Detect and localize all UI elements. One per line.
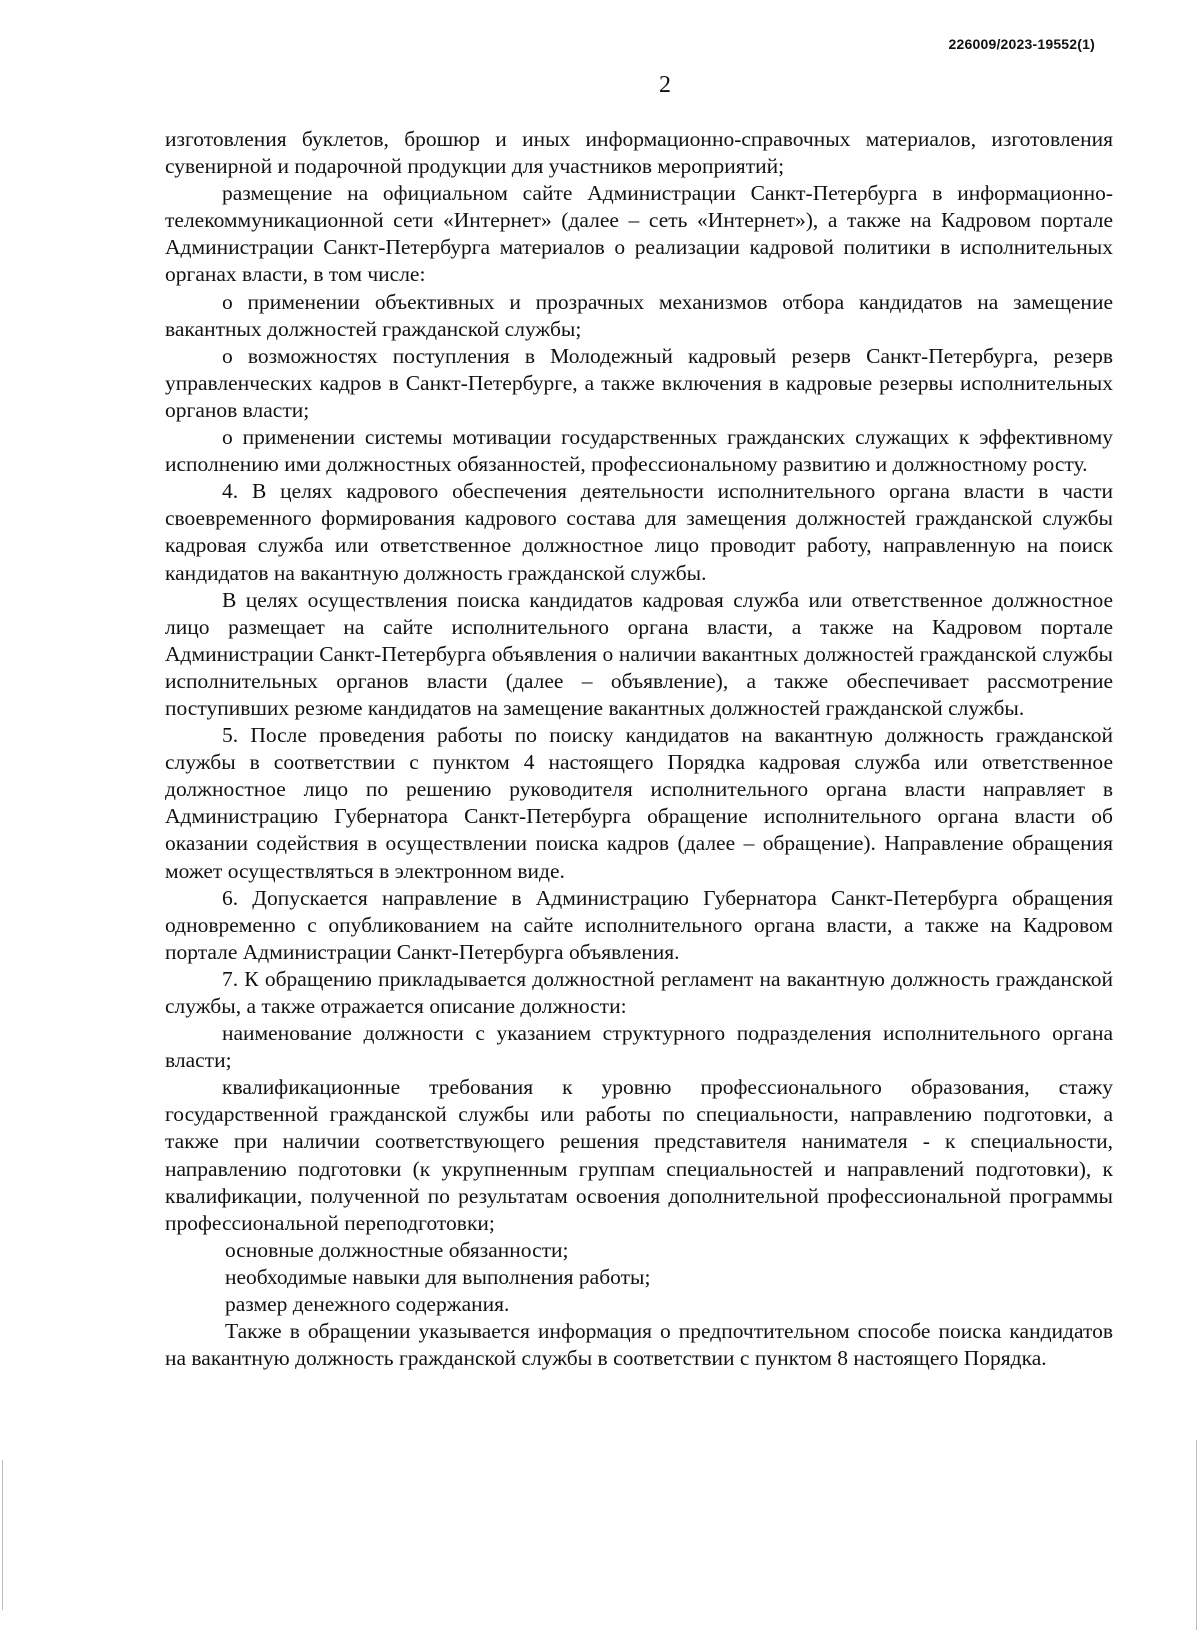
paragraph: о применении объективных и прозрачных механизмов отбора кандидатов на замещение вакантных должностей гражданской службы; — [165, 289, 1113, 341]
document-registration-number: 226009/2023-19552(1) — [948, 36, 1095, 52]
paragraph: размещение на официальном сайте Администрации Санкт-Петербурга в информационно-телекоммуникационной сети «Интернет» (далее – сеть «Интернет»), а также на Кадровом портале Администрации Санкт-Петербурга материалов о реализации кадровой политики в исполнительных органах власти, в том числе: — [165, 181, 1113, 287]
paragraph: 4. В целях кадрового обеспечения деятельности исполнительного органа власти в части своевременного формирования кадрового состава для замещения должностей гражданской службы кадровая служба или ответственное должностное лицо проводит работу, направленную на поиск кандидатов на вакантную должность гражданской службы. — [165, 479, 1113, 585]
paragraph: 7. К обращению прикладывается должностной регламент на вакантную должность гражданской службы, а также отражается описание должности: — [165, 966, 1113, 1018]
paragraph: Также в обращении указывается информация о предпочтительном способе поиска кандидатов на вакантную должность гражданской службы в соответствии с пунктом 8 настоящего Порядка. — [165, 1319, 1113, 1371]
paragraph: квалификационные требования к уровню профессионального образования, стажу государственной гражданской службы или работы по специальности, направлению подготовки, а также при наличии соответствующего решения представителя нанимателя - к специальности, направлению подготовки (к укрупненным группам специальностей и направлений подготовки), к квалификации, полученной по результатам освоения дополнительной профессиональной программы профессиональной переподготовки; — [165, 1075, 1113, 1235]
document-body — [165, 126, 1113, 1372]
paragraph: 5. После проведения работы по поиску кандидатов на вакантную должность гражданской службы в соответствии с пунктом 4 настоящего Порядка кадровая служба или ответственное должностное лицо по решению руководителя исполнительного органа власти направляет в Администрацию Губернатора Санкт-Петербурга обращение исполнительного органа власти об оказании содействия в осуществлении поиска кадров (далее – обращение). Направление обращения может осуществляться в электронном виде. — [165, 723, 1113, 883]
list-item: размер денежного содержания. — [225, 1292, 510, 1317]
paragraph: о возможностях поступления в Молодежный кадровый резерв Санкт-Петербурга, резерв управленческих кадров в Санкт-Петербурге, а также включения в кадровые резервы исполнительных органов власти; — [165, 343, 1113, 422]
paragraph: наименование должности с указанием структурного подразделения исполнительного органа власти; — [165, 1021, 1113, 1073]
paragraph: В целях осуществления поиска кандидатов кадровая служба или ответственное должностное лицо размещает на сайте исполнительного органа власти, а также на Кадровом портале Администрации Санкт-Петербурга объявления о наличии вакантных должностей гражданской службы исполнительных органов власти (далее – объявление), а также обеспечивает рассмотрение поступивших резюме кандидатов на замещение вакантных должностей гражданской службы. — [165, 587, 1113, 720]
page-number: 2 — [659, 72, 671, 98]
paragraph: о применении системы мотивации государственных гражданских служащих к эффективному исполнению ими должностных обязанностей, профессиональному развитию и должностному росту. — [165, 425, 1113, 477]
list-item: необходимые навыки для выполнения работы; — [225, 1264, 651, 1289]
paragraph: изготовления буклетов, брошюр и иных информационно-справочных материалов, изготовления сувенирной и подарочной продукции для участников мероприятий; — [165, 127, 1113, 179]
list-item: основные должностные обязанности; — [225, 1237, 569, 1262]
scan-edge-mark — [1196, 1440, 1197, 1630]
paragraph: 6. Допускается направление в Администрацию Губернатора Санкт-Петербурга обращения одновременно с опубликованием на сайте исполнительного органа власти, а также на Кадровом портале Администрации Санкт-Петербурга объявления. — [165, 885, 1113, 964]
scan-edge-mark — [2, 1460, 3, 1610]
